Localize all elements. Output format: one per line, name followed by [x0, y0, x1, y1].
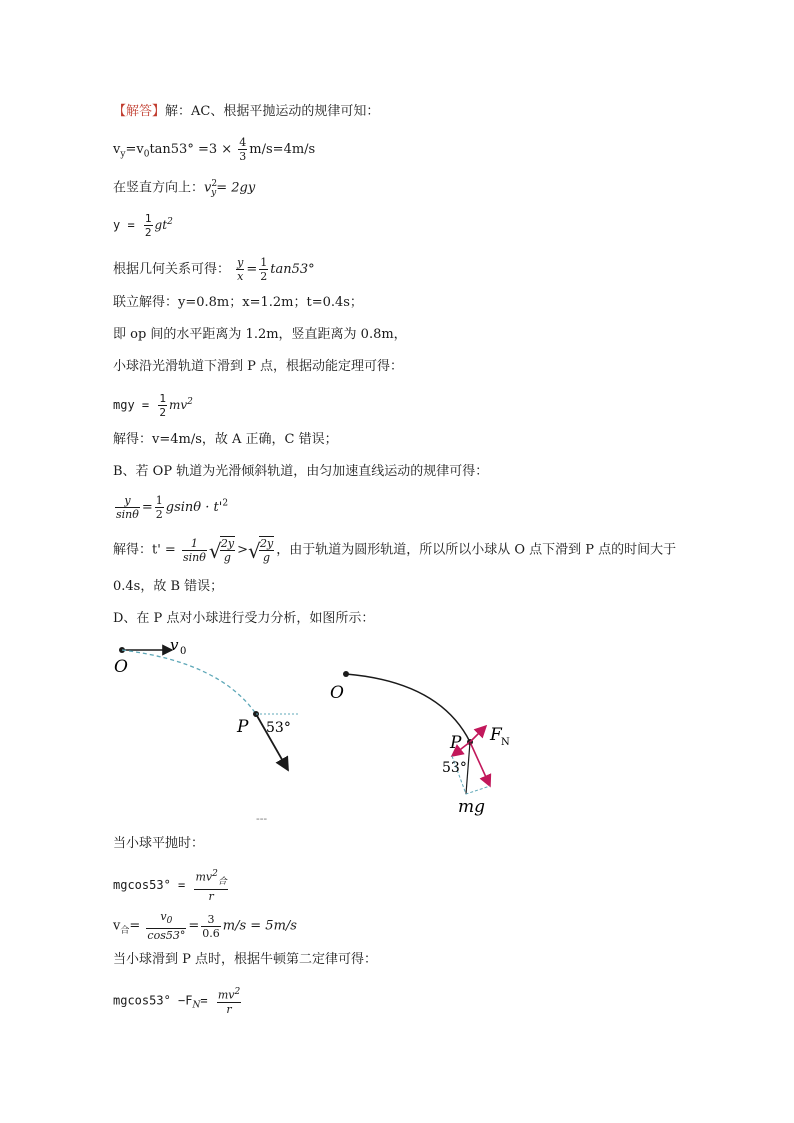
frac-num: $mv^2_合$	[194, 868, 227, 890]
frac-den: 3	[239, 150, 247, 163]
frac-den: 2	[144, 226, 152, 239]
eq-c2-sub: N	[192, 1000, 201, 1011]
eq-energy-frac	[158, 392, 167, 419]
eq-energy: mgy = $\frac{1}{2}$ $mv^2$	[113, 392, 193, 419]
right-label-P: P	[450, 733, 462, 753]
frac-num: √ 2y	[220, 537, 235, 550]
eq-velocity-total	[113, 910, 297, 942]
eq-energy-lhs: mgy =	[113, 398, 150, 412]
eq-vy-sub0: 0	[143, 149, 150, 160]
eq-time-pre: 解得：t' =	[113, 542, 176, 558]
frac-num: $mv^2$	[217, 987, 241, 1002]
result-B: 0.4s，故 B 错误；	[113, 579, 224, 594]
frac-den: 2	[260, 270, 268, 283]
right-velocity-arrow	[470, 726, 486, 742]
frac-den: sinθ	[182, 550, 206, 564]
result-A: 解得：v=4m/s，故 A 正确，C 错误；	[113, 432, 338, 447]
eq-centripetal-1	[113, 868, 230, 903]
solution-header	[113, 104, 379, 120]
eq-vt-sub: 合	[120, 926, 130, 937]
frac-num: √ 2y	[259, 537, 274, 550]
frac-num: 4	[239, 136, 247, 149]
frac-den: sinθ	[116, 508, 139, 521]
eq-c2-lhs: mgcos53° −F	[113, 993, 193, 1008]
eq-vt-eq: =	[129, 918, 141, 934]
frac-num: $v_0$	[146, 910, 186, 929]
eq-vertical-v: v	[204, 180, 212, 196]
frac-den: cos53°	[147, 929, 186, 943]
eq-energy-rhs: mv	[168, 398, 188, 412]
solve-result: 联立解得：y=0.8m；x=1.2m；t=0.4s；	[113, 295, 363, 310]
eq-time	[113, 536, 676, 564]
eq-geometry-eq: =	[246, 262, 258, 277]
left-label-O: O	[114, 657, 128, 677]
right-track	[346, 674, 470, 742]
left-label-angle: 53°	[266, 720, 291, 736]
eq-geometry-frac1	[236, 256, 244, 283]
newton-text: 当小球滑到 P 点时，根据牛顿第二定律可得：	[113, 952, 378, 967]
eq-incline-eq: =	[141, 500, 153, 515]
eq-geometry-frac2	[259, 256, 268, 283]
eq-time-frac	[182, 537, 207, 564]
eq-y-rhs: gt	[154, 218, 168, 232]
frac-den: r	[226, 1002, 232, 1016]
eq-time-gt: >	[237, 542, 248, 558]
eq-geometry	[113, 256, 315, 283]
eq-y: y = $\frac{1}{2}$ $gt^2$	[113, 212, 173, 239]
right-label-angle: 53°	[442, 760, 467, 776]
frac-num: 3	[201, 913, 221, 927]
solution-tag: 【解答】	[113, 104, 166, 119]
frac-num: y	[115, 494, 140, 508]
left-label-v-sub: 0	[180, 646, 187, 657]
frac-num: 1	[155, 494, 163, 507]
left-label-v: v	[170, 636, 179, 654]
eq-geometry-label: 根据几何关系可得：	[113, 262, 231, 277]
right-label-O: O	[330, 683, 344, 703]
eq-geometry-rhs: tan53°	[270, 262, 315, 277]
eq-vertical-rhs: = 2gy	[216, 180, 256, 196]
eq-time-post: ，由于轨道为圆形轨道，所以所以小球从 O 点下滑到 P 点的时间大于	[276, 542, 677, 558]
eq-vy-rest: tan53° =3 ×	[149, 142, 233, 157]
eq-vertical: 在竖直方向上：$v^2_y= 2gy$	[113, 179, 256, 198]
eq-vt-frac2	[201, 913, 221, 940]
frac-den: r	[208, 889, 214, 903]
frac-num: 1	[182, 537, 207, 551]
eq-vy-frac	[238, 136, 247, 163]
eq-vt-eq2: =	[188, 918, 200, 934]
eq-vy-end: m/s=4m/s	[249, 142, 316, 157]
frac-num: 1	[260, 256, 268, 269]
frac-den: x	[237, 270, 244, 283]
right-label-mg: mg	[458, 797, 486, 817]
distance-text: 即 op 间的水平距离为 1.2m，竖直距离为 0.8m，	[113, 327, 407, 342]
frac-num: 1	[144, 212, 152, 225]
sqrt-2	[248, 536, 276, 564]
eq-incline-frac1	[115, 494, 140, 521]
eq-vt-rhs: m/s = 5m/s	[222, 918, 297, 934]
eq-c2-frac	[217, 986, 241, 1016]
left-label-P: P	[237, 717, 249, 737]
solution-intro: 解：AC、根据平抛运动的规律可知：	[165, 104, 380, 119]
eq-incline-frac2	[155, 494, 164, 521]
eq-vertical-label: 在竖直方向上：	[113, 180, 205, 196]
eq-vy	[113, 136, 315, 163]
eq-vy-sub: y	[120, 149, 126, 160]
frac-num: 1	[159, 392, 166, 405]
eq-vt-frac1	[146, 910, 186, 942]
frac-num: y	[237, 256, 244, 269]
force-diagram	[110, 632, 530, 824]
eq-c2-eq: =	[200, 993, 208, 1008]
frac-den: 2	[155, 508, 163, 521]
case-D-text: D、在 P 点对小球进行受力分析，如图所示：	[113, 611, 375, 626]
right-mg-arrow	[470, 742, 490, 786]
eq-c1-frac	[194, 868, 227, 903]
right-label-F: F	[490, 725, 502, 745]
eq-incline: $\frac{y}{\sin\theta}$ = $\frac{1}{2}$ $gsin\theta \cdot t'^2$	[116, 494, 229, 521]
frac-den: g	[223, 551, 231, 564]
frac-den: g	[263, 551, 271, 564]
projectile-text: 当小球平抛时：	[113, 836, 205, 851]
eq-vy-v: v	[113, 142, 121, 157]
eq-incline-rhs: gsinθ · t'	[165, 500, 223, 515]
figure-caption: ---	[256, 812, 268, 824]
eq-c1-lhs: mgcos53° =	[113, 877, 186, 892]
frac-den: 2	[159, 406, 166, 419]
eq-vy-eq: =v	[125, 142, 144, 157]
frac-den: 0.6	[202, 926, 220, 940]
energy-text: 小球沿光滑轨道下滑到 P 点，根据动能定理可得：	[113, 359, 404, 374]
eq-centripetal-2	[113, 986, 243, 1016]
right-label-F-sub: N	[501, 737, 510, 748]
eq-vt-lhs: v	[113, 918, 121, 934]
left-trajectory	[122, 650, 256, 714]
eq-y-lhs: y =	[113, 218, 135, 232]
eq-y-frac	[144, 212, 153, 239]
sqrt-1	[209, 536, 237, 564]
case-B-text: B、若 OP 轨道为光滑倾斜轨道，由匀加速直线运动的规律可得：	[113, 464, 489, 479]
